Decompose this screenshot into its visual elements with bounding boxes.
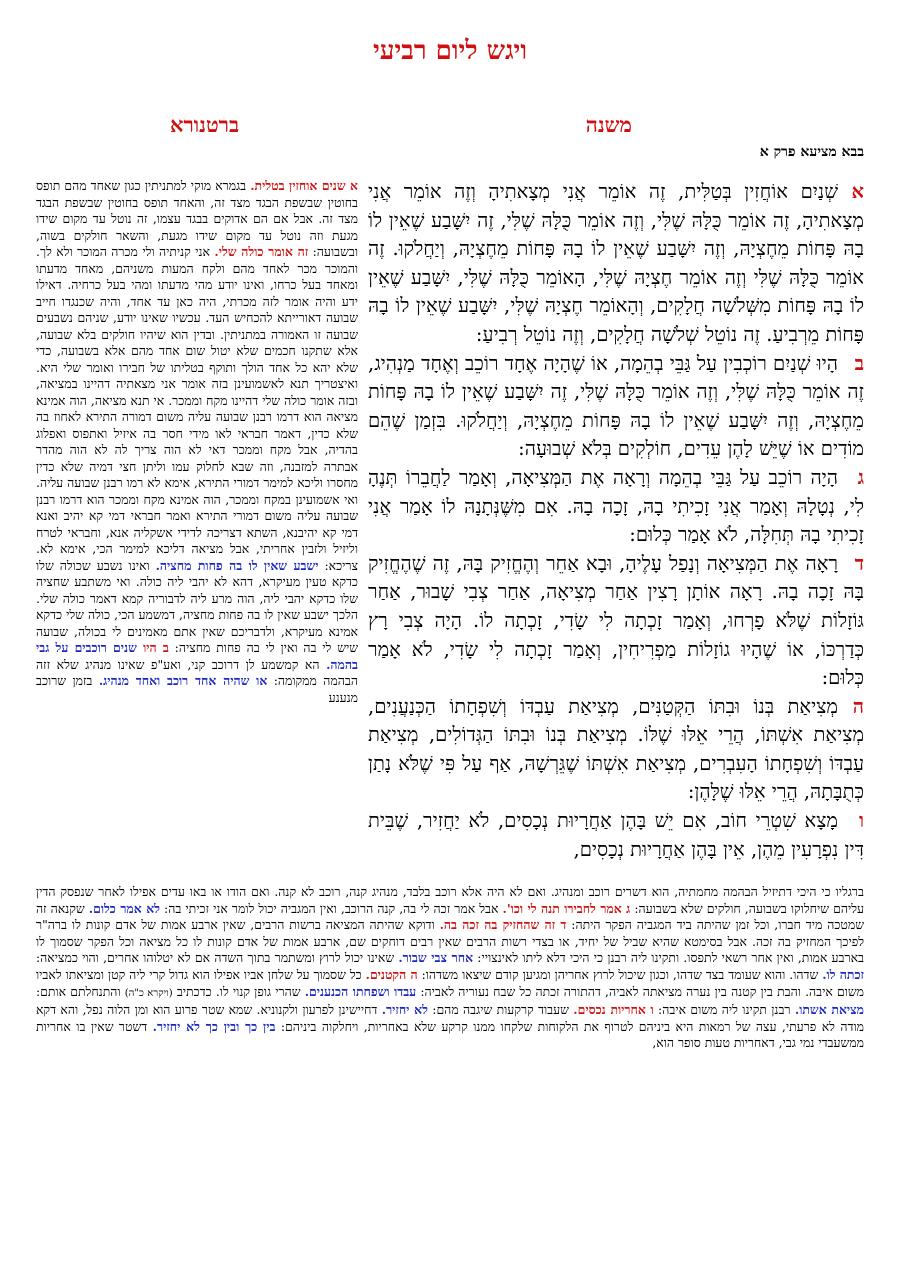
mishna-paragraph-text: הָיוּ שְׁנַיִם רוֹכְבִין עַל גַּבֵּי בְהֵמָה, אוֹ שֶׁהָיָה אֶחָד רוֹכֵב וְאֶחָד מַנְהִיג, זֶה אוֹמֵר כֻּלָּהּ שֶׁלִּי, וְזֶה אוֹמֵר כֻּלָּהּ שֶׁלִּי, זֶה יִשָּׁבַע שֶׁאֵין לוֹ בָהּ פָּחוֹת מֵחֶצְיָהּ, וְזֶה יִשָּׁבַע שֶׁאֵין לוֹ בָהּ פָּחוֹת מֵחֶצְיָהּ, וְיַחֲלֹקוּ. בִּזְמַן שֶׁהֵם מוֹדִים אוֹ שֶׁיֵּשׁ לָהֶן עֵדִים, חוֹלְקִים בְּלֹא שְׁבוּעָה: xyxy=(368,351,864,461)
mishna-paragraph xyxy=(368,464,864,550)
commentary-text: הא קמשמע לן דרוכב קני, ואע"פ שאינו מנהיג שלא זזה הבהמה ממקומה: xyxy=(36,656,358,688)
commentary-text: והתנחלתם אותם: xyxy=(36,983,125,999)
commentary-text: בגמרא מוקי למתניתין כגון שאחד מהם תופס בחוטין שבשפת הבגד מצד זה, והאחד תופס בחוטין שבשפת הבגד מצד זה. אבל אם הם אדוקים בבגד עצמו, זה נוטל עד מקום שידו מגעת וזה נוטל עד מקום שידו מגעת, והשאר חולקים בשוה, ובשבועה: xyxy=(36,178,358,259)
commentary-text: כל שסמוך על שלחן אביו אפילו הוא גדול קרי ליה קטן ומציאתו לאביו משום איבה. והבת בין קטנה בין נערה מציאתה לאביה, דהתורה זכתה כל שבח נעוריה לאביה: xyxy=(36,966,864,999)
mishna-column-heading: משנה xyxy=(585,112,632,137)
commentary-heading: ג אמר לחבירו תנה לי וכו'. xyxy=(502,900,631,916)
bartenura-side-commentary xyxy=(36,178,358,880)
commentary-text: אבל אמר זכה לי בה, קנה הרוכב, ואין המגביה יכול לומר אני זכיתי בה: xyxy=(159,900,503,916)
commentary-heading: ה הקטנים. xyxy=(365,966,418,982)
commentary-heading: או שהיה אחד רוכב ואחד מנהיג. xyxy=(98,673,268,688)
mishna-paragraph xyxy=(368,178,864,350)
commentary-text: דשטר שאין בו אחריות ממשעבדי נמי גבי, דאחריות טעות סופר הוא, xyxy=(36,1018,864,1051)
commentary-text: ואינו נשבע שכולה שלו כדקא טעין מעיקרא, דהא לא יהבי ליה כולה. ואי משתבע שחציה שלו כדקא יהבי ליה, הוה מרע ליה לדבוריה קמא דאמר כולה שלי. הלכך ישבע שאין לו בה פחות מחציה, דמשמע הכי, כולה שלי כדקא אמינא מעיקרא, ולדבריכם שאין אתם מאמינים לי בכולה, שבועה שיש לי בה ואין לי בה פחות מחציה: xyxy=(36,557,358,655)
mishna-letter: ו xyxy=(859,809,864,833)
commentary-heading: ו אחריות נכסים. xyxy=(573,1002,654,1018)
commentary-heading: (ויקרא כ"ה) xyxy=(124,987,173,999)
commentary-text: שהרי גופן קנוי לו. כדכתיב xyxy=(172,983,305,999)
commentary-heading: ישבע שאין לו בה פחות מחציה. xyxy=(155,557,319,573)
commentary-heading: ב היו xyxy=(143,640,169,655)
commentary-text: שדהו. והוא שעומד בצד שדהו, וכגון שיכול לרוץ אחריהן ומגיען קודם שיצאו משדהו: xyxy=(417,966,823,982)
commentary-heading: זה אומר כולה שלי. xyxy=(214,244,309,259)
bartenura-column-heading: ברטנורא xyxy=(170,112,240,137)
mishna-letter: ב xyxy=(854,351,864,375)
commentary-heading: לא אמר כלום. xyxy=(88,900,160,916)
mishna-paragraph-text: הָיָה רוֹכֵב עַל גַּבֵּי בְהֵמָה וְרָאָה אֶת הַמְּצִיאָה, וְאָמַר לַחֲבֵרוֹ תְּנֶהָ לִי, נְטָלָהּ וְאָמַר אֲנִי זָכִיתִי בָהּ, זָכָה בָהּ. אִם מִשֶּׁנְּתָנָהּ לוֹ אָמַר אֲנִי זָכִיתִי בָהּ תְּחִלָּה, לֹא אָמַר כְּלוּם: xyxy=(368,465,864,547)
mishna-paragraph xyxy=(368,350,864,464)
commentary-heading: ד זה שהחזיק בה זכה בה. xyxy=(439,917,567,933)
commentary-heading: זכתה לו. xyxy=(822,966,864,982)
mishna-letter: ה xyxy=(852,694,864,718)
commentary-text: רבנן תקינו ליה משום איבה: xyxy=(653,1002,795,1018)
commentary-text: בזמן שרוכב מנענע xyxy=(36,673,358,705)
commentary-heading: לא יחזיר. xyxy=(381,1002,428,1018)
mishna-text xyxy=(368,178,864,880)
mishna-paragraph-text: מְצִיאַת בְּנוֹ וּבִתּוֹ הַקְּטַנִּים, מְצִיאַת עַבְדּוֹ וְשִׁפְחָתוֹ הַכְּנַעֲנִים, מְצִיאַת אִשְׁתּוֹ, הֲרֵי אֵלּוּ שֶׁלּוֹ. מְצִיאַת בְּנוֹ וּבִתּוֹ הַגְּדוֹלִים, מְצִיאַת עַבְדּוֹ וְשִׁפְחָתוֹ הָעִבְרִים, מְצִיאַת אִשְׁתּוֹ שֶׁגֵּרְשָׁהּ, אַף עַל פִּי שֶׁלֹּא נָתַן כְּתֻבָּתָהּ, הֲרֵי אֵלּוּ שֶׁלָּהֶן: xyxy=(368,694,864,804)
commentary-text: ודוקא שהיתה המציאה ברשות הרבים, שאין ארבע אמות של אדם קונות לו ברה"ר לפיכך המחזיק בה זכה. אבל בסימטא שהיא שביל של יחיד, או בצדי רשות הרבים שאין רבים דוחקים שם, ארבע אמות של אדם קונות לו כל מציאה וכל הפקר שסמוך לו בארבע אמות, ואין אחר רשאי לתפסו. ותקינו ליה רבנן כי היכי דלא ליתו לאינצויי: xyxy=(36,917,864,966)
mishna-paragraph xyxy=(368,550,864,693)
mishna-letter: ג xyxy=(857,465,864,489)
commentary-text: שעבוד קרקעות שיגבה מהם: xyxy=(427,1002,574,1018)
mishna-paragraph-text: רָאָה אֶת הַמְּצִיאָה וְנָפַל עָלֶיהָ, וּבָא אַחֵר וְהֶחֱזִיק בָּהּ, זֶה שֶׁהֶחֱזִיק בָּהּ זָכָה בָהּ. רָאָה אוֹתָן רָצִין אַחַר מְצִיאָה, אַחַר צְבִי שָׁבוּר, אַחַר גּוֹזָלוֹת שֶׁלֹּא פָרְחוּ, וְאָמַר זָכְתָה לִי שָׂדִי, זָכְתָה לוֹ. הָיָה צְבִי רָץ כְּדַרְכּוֹ, אוֹ שֶׁהָיוּ גוֹזָלוֹת מַפְרִיחִין, וְאָמַר זָכְתָה לִי שָׂדִי, לֹא אָמַר כְּלוּם: xyxy=(368,551,864,690)
mishna-paragraph-text: שְׁנַיִם אוֹחֲזִין בְּטַלִּית, זֶה אוֹמֵר אֲנִי מְצָאתִיהָ וְזֶה אוֹמֵר אֲנִי מְצָאתִיהָ, זֶה אוֹמֵר כֻּלָּהּ שֶׁלִּי, וְזֶה אוֹמֵר כֻּלָּהּ שֶׁלִּי, זֶה יִשָּׁבַע שֶׁאֵין לוֹ בָהּ פָּחוֹת מֵחֶצְיָהּ, וְזֶה יִשָּׁבַע שֶׁאֵין לוֹ בָהּ פָּחוֹת מֵחֶצְיָהּ, וְיַחֲלֹקוּ. זֶה אוֹמֵר כֻּלָּהּ שֶׁלִּי וְזֶה אוֹמֵר חֶצְיָהּ שֶׁלִּי, הָאוֹמֵר כֻּלָּהּ שֶׁלִּי, יִשָּׁבַע שֶׁאֵין לוֹ בָהּ פָּחוֹת מִשְּׁלֹשָׁה חֲלָקִים, וְהָאוֹמֵר חֶצְיָהּ שֶׁלִּי, יִשָּׁבַע שֶׁאֵין לוֹ בָהּ פָּחוֹת מֵרְבִיעַ. זֶה נוֹטֵל שְׁלֹשָׁה חֲלָקִים, וְזֶה נוֹטֵל רְבִיעַ: xyxy=(368,180,864,346)
mishna-paragraph xyxy=(368,693,864,807)
commentary-text: אני קניתיה ולי מכרה המוכר ולא לך. והמוכר מכר לאחד מהם ולקח המעות משניהם, מאחד מדעתו ומאחד בעל כרחו, ואינו יודע מהי מדעתו ומהי בעל כרחיה. דאילו ידע והיה אומר לזה מכרתי, היה כאן עד אחד, והיה שכנגדו חייב שבועה דאורייתא להכחיש העד. עכשיו שאינו יודע, שניהם נשבעים שבועה זו האמורה במתניתין. ובדין הוא שיהיו חולקים בלא שבועה, אלא שתקנו חכמים שלא יטול שום אחד מהם אלא בשבועה, כדי שלא יהא כל אחד הולך ותוקף בטליתו של חבירו ואומר שלי היא. ואיצטריך תנא לאשמועינן בזה אומר אני מצאתיה דהיינו במציאה, ובזה אומר כולה שלי דהיינו מקח וממכר. אי תנא מציאה, הוה אמינא מציאה הוא דרמו רבנן שבועה עליה משום דמורה התירא לאחוז בה שלא כדין, דאמר חבראי לאו מידי חסר בה איזיל ואתפוס ואפלוג בהדיה, אבל מקח וממכר דאי לא הוה צריך לה לא הוה מהדר אבתרה למזבנה, וזה שבא לחלוק עמו וליתן חצי דמיה שלא כדין מחסרו וליכא למימר דמורי התירא, אימא לא רמו רבנן שבועה עליה. ואי אשמועינן במקח וממכר, הוה אמינא מקח וממכר הוא דרמו רבנן שבועה עליה משום דמורי התירא ואמר חבראי דמי קא יהיב ואנא דמי קא יהיבנא, השתא דצריכה לדידי אשקליה אנא, וחבראי לטרח וליזיל ולזבין אחריתי, אבל מציאה דליכא למימר הכי, אימא לא. צריכא: xyxy=(36,244,358,573)
page-title: ויגש ליום רביעי xyxy=(372,36,528,66)
bartenura-bottom-commentary xyxy=(36,884,864,1114)
chapter-label: בבא מציעא פרק א xyxy=(759,144,864,160)
commentary-heading: שנים רוכבים על גבי בהמה. xyxy=(36,640,358,672)
commentary-heading: עבדו ושפחתו הכנענים. xyxy=(304,983,417,999)
commentary-text: שאינו יכול לרוץ ומשתמר בתוך השדה אם לא יטלוהו אחרים, והוי כמציאה: xyxy=(36,950,399,966)
commentary-heading: מציאת אשתו. xyxy=(794,1002,864,1018)
commentary-heading: אחר צבי שבור. xyxy=(398,950,474,966)
commentary-text: שקנאה זה שמטכה מיד חברו, וכל זמן שהיתה ביד המגביה הפקר היתה: xyxy=(36,900,864,933)
mishna-paragraph xyxy=(368,807,864,864)
commentary-heading: א שנים אוחזין בטלית. xyxy=(250,178,358,193)
mishna-letter: ד xyxy=(854,551,864,575)
mishna-paragraph-text: מָצָא שִׁטְרֵי חוֹב, אִם יֵשׁ בָּהֶן אַחֲרָיוּת נְכָסִים, לֹא יַחֲזִיר, שֶׁבֵּית דִּין נִפְרָעִין מֵהֶן, אֵין בָּהֶן אַחֲרָיוּת נְכָסִים, xyxy=(368,809,864,861)
commentary-text: דחיישינן לפרעון ולקנוניא. שמא שטר פרוע הוא ומן הלוה נפל, והא דקא מודה לא פרעתי, עצה של רמאות היא ביניהם לטרוף את הלקוחות שלקחו ממנו קרקע שלא באחריות, ויחלקוה ביניהם: xyxy=(36,1002,864,1034)
commentary-text: ברגליו כי היכי דתיזיל הבהמה מחמתיה, הוא דשרים רוכב ומנהיג. ואם לא היה אלא רוכב בלבד, מנהיג קנה, רוכב לא קנה. ואם הודו או באו עדים אפילו לאחר שנפסק הדין עליהם שיחלוקו בשבועה, חולקים שלא בשבועה: xyxy=(36,884,864,916)
mishna-letter: א xyxy=(851,180,864,203)
commentary-heading: בין כך ובין כך לא יחזיר. xyxy=(152,1018,276,1034)
